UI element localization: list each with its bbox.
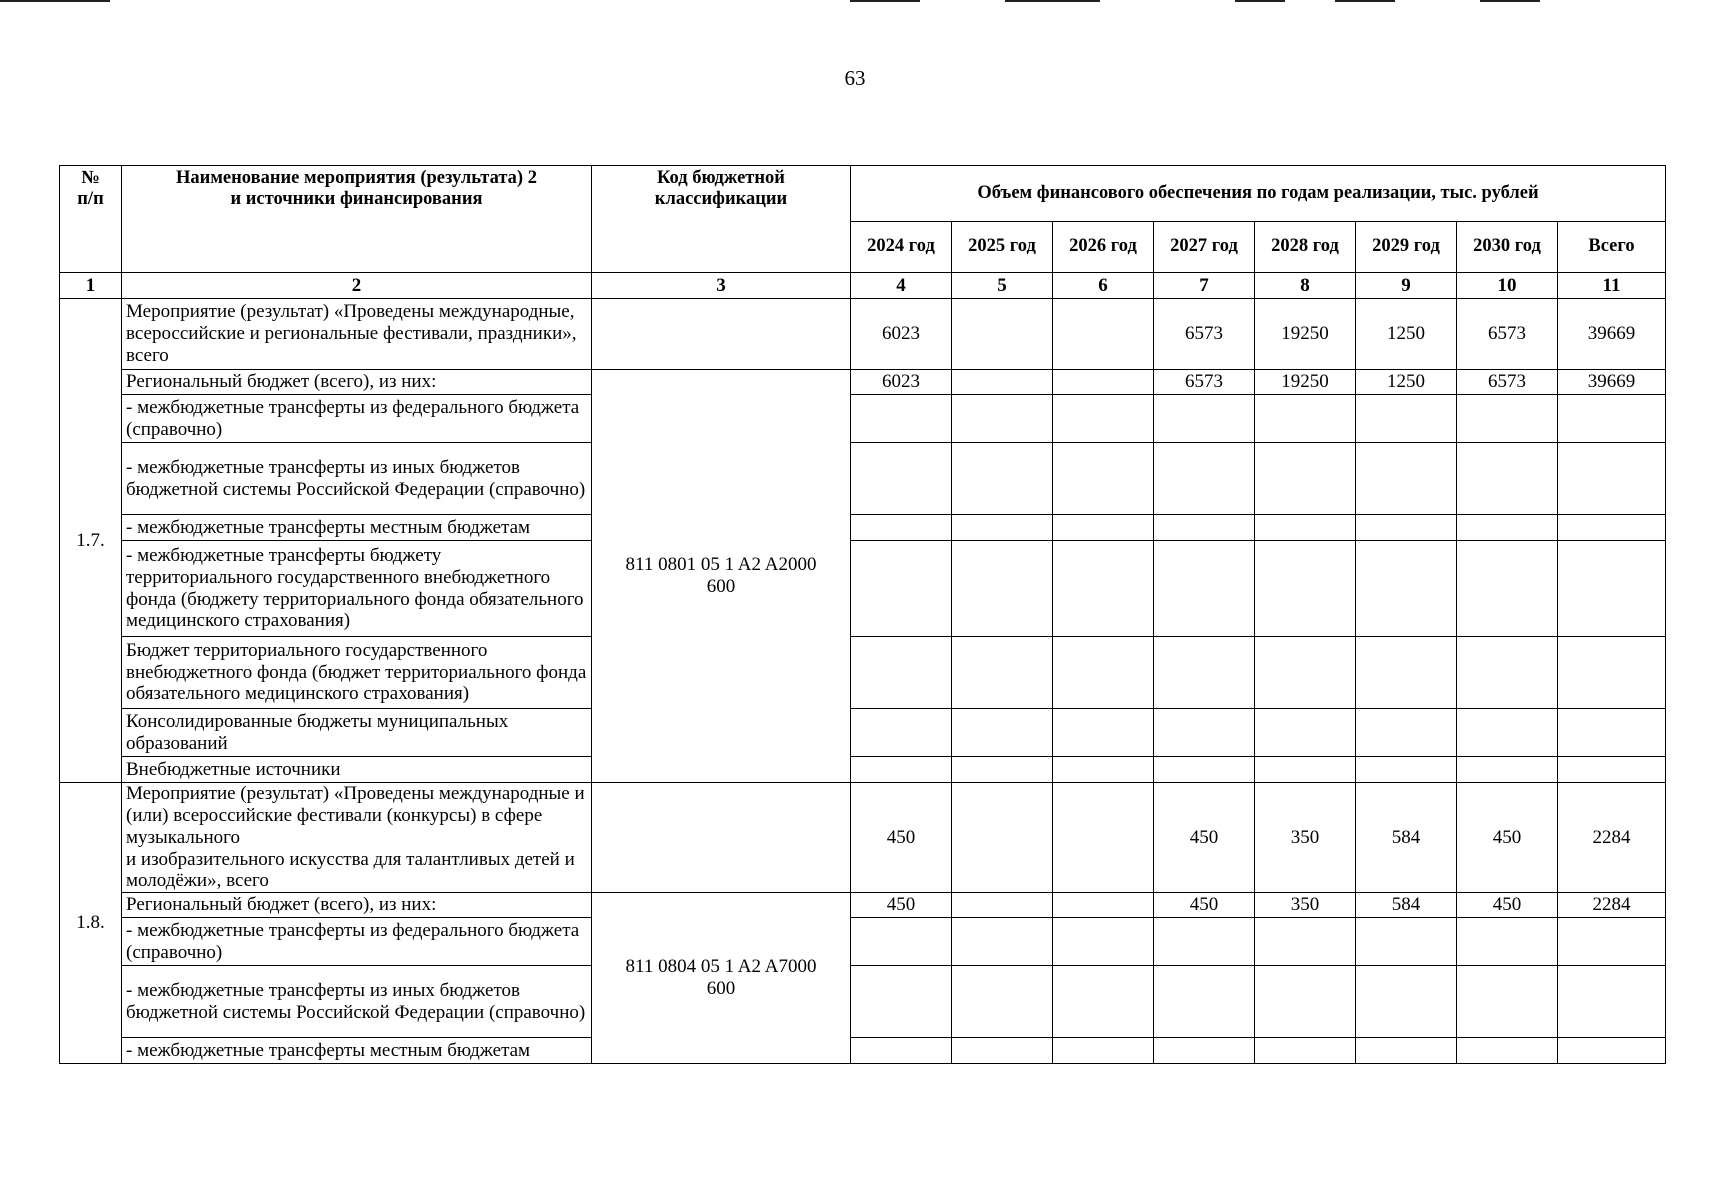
value-cell bbox=[1457, 541, 1558, 637]
financing-table bbox=[59, 165, 1666, 1064]
header-year: 2026 год bbox=[1053, 222, 1154, 273]
value-cell bbox=[952, 783, 1053, 893]
budget-code-empty bbox=[592, 783, 851, 893]
table-row bbox=[60, 395, 1666, 443]
value-cell bbox=[851, 757, 952, 783]
value-cell bbox=[851, 918, 952, 966]
value-cell bbox=[952, 918, 1053, 966]
value-cell bbox=[952, 757, 1053, 783]
value-cell bbox=[1255, 709, 1356, 757]
header-name: Наименование мероприятия (результата) 2 и источники финансирования bbox=[122, 166, 592, 273]
value-cell: 350 bbox=[1255, 893, 1356, 918]
table-row bbox=[60, 1038, 1666, 1064]
page-number: 63 bbox=[844, 66, 866, 90]
value-cell: 6573 bbox=[1154, 299, 1255, 370]
value-cell: 39669 bbox=[1558, 370, 1666, 395]
value-cell bbox=[1356, 1038, 1457, 1064]
value-cell bbox=[1356, 709, 1457, 757]
value-cell bbox=[1255, 757, 1356, 783]
column-number: 9 bbox=[1356, 273, 1457, 299]
value-cell: 19250 bbox=[1255, 370, 1356, 395]
value-cell bbox=[1154, 918, 1255, 966]
table-row bbox=[60, 541, 1666, 637]
source-name: Мероприятие (результат) «Проведены международные, всероссийские и региональные фестивали, праздники», всего bbox=[122, 299, 592, 370]
value-cell bbox=[1356, 443, 1457, 515]
value-cell bbox=[952, 966, 1053, 1038]
table-row bbox=[60, 299, 1666, 370]
column-number: 8 bbox=[1255, 273, 1356, 299]
value-cell bbox=[1053, 709, 1154, 757]
value-cell bbox=[1154, 709, 1255, 757]
column-number: 10 bbox=[1457, 273, 1558, 299]
value-cell bbox=[1053, 541, 1154, 637]
source-name: Внебюджетные источники bbox=[122, 757, 592, 783]
value-cell: 2284 bbox=[1558, 783, 1666, 893]
value-cell bbox=[952, 541, 1053, 637]
scan-edge-marks bbox=[0, 0, 1710, 4]
table-row bbox=[60, 637, 1666, 709]
header-year: 2025 год bbox=[952, 222, 1053, 273]
source-name: - межбюджетные трансферты из иных бюджетов бюджетной системы Российской Федерации (справочно) bbox=[122, 966, 592, 1038]
header-year: 2024 год bbox=[851, 222, 952, 273]
value-cell bbox=[952, 299, 1053, 370]
value-cell bbox=[1255, 443, 1356, 515]
source-name: - межбюджетные трансферты местным бюджетам bbox=[122, 1038, 592, 1064]
value-cell bbox=[952, 395, 1053, 443]
value-cell bbox=[1053, 637, 1154, 709]
value-cell bbox=[1457, 395, 1558, 443]
source-name: - межбюджетные трансферты из иных бюджетов бюджетной системы Российской Федерации (справочно) bbox=[122, 443, 592, 515]
value-cell: 39669 bbox=[1558, 299, 1666, 370]
header-code: Код бюджетной классификации bbox=[592, 166, 851, 273]
value-cell bbox=[1255, 541, 1356, 637]
table-row bbox=[60, 709, 1666, 757]
table-row bbox=[60, 515, 1666, 541]
value-cell bbox=[851, 541, 952, 637]
header-year: Всего bbox=[1558, 222, 1666, 273]
value-cell bbox=[1558, 709, 1666, 757]
table-row bbox=[60, 370, 1666, 395]
value-cell bbox=[1053, 443, 1154, 515]
value-cell bbox=[1154, 541, 1255, 637]
value-cell: 6573 bbox=[1457, 370, 1558, 395]
header-year: 2028 год bbox=[1255, 222, 1356, 273]
value-cell bbox=[1558, 395, 1666, 443]
source-name: - межбюджетные трансферты местным бюджетам bbox=[122, 515, 592, 541]
value-cell bbox=[1558, 515, 1666, 541]
value-cell bbox=[1154, 395, 1255, 443]
source-name: Бюджет территориального государственного внебюджетного фонда (бюджет территориального фонда обязательного медицинского страхования) bbox=[122, 637, 592, 709]
header-column-numbers-row bbox=[60, 273, 1666, 299]
value-cell bbox=[851, 637, 952, 709]
column-number: 11 bbox=[1558, 273, 1666, 299]
value-cell bbox=[1457, 637, 1558, 709]
value-cell bbox=[1457, 709, 1558, 757]
value-cell bbox=[1356, 966, 1457, 1038]
value-cell bbox=[952, 443, 1053, 515]
row-index: 1.7. bbox=[60, 299, 122, 783]
budget-code: 811 0804 05 1 A2 A7000 600 bbox=[592, 893, 851, 1064]
value-cell bbox=[851, 395, 952, 443]
value-cell bbox=[1154, 515, 1255, 541]
value-cell bbox=[1255, 515, 1356, 541]
value-cell bbox=[1255, 966, 1356, 1038]
value-cell bbox=[1356, 637, 1457, 709]
value-cell bbox=[952, 637, 1053, 709]
value-cell bbox=[1154, 637, 1255, 709]
value-cell bbox=[1356, 757, 1457, 783]
value-cell bbox=[1053, 299, 1154, 370]
budget-code-empty bbox=[592, 299, 851, 370]
table-row bbox=[60, 757, 1666, 783]
header-year: 2027 год bbox=[1154, 222, 1255, 273]
value-cell bbox=[1255, 1038, 1356, 1064]
table-row bbox=[60, 783, 1666, 893]
value-cell: 6023 bbox=[851, 370, 952, 395]
value-cell bbox=[1558, 1038, 1666, 1064]
value-cell bbox=[1558, 918, 1666, 966]
value-cell: 584 bbox=[1356, 783, 1457, 893]
value-cell: 450 bbox=[1457, 783, 1558, 893]
value-cell bbox=[1356, 541, 1457, 637]
value-cell bbox=[1356, 395, 1457, 443]
value-cell bbox=[1558, 757, 1666, 783]
value-cell: 6023 bbox=[851, 299, 952, 370]
value-cell bbox=[952, 709, 1053, 757]
source-name: Региональный бюджет (всего), из них: bbox=[122, 893, 592, 918]
value-cell bbox=[1255, 918, 1356, 966]
header-volume: Объем финансового обеспечения по годам реализации, тыс. рублей bbox=[851, 166, 1666, 222]
value-cell bbox=[1154, 966, 1255, 1038]
value-cell: 2284 bbox=[1558, 893, 1666, 918]
value-cell bbox=[952, 893, 1053, 918]
header-no: № п/п bbox=[60, 166, 122, 273]
value-cell bbox=[1154, 1038, 1255, 1064]
table-row bbox=[60, 966, 1666, 1038]
value-cell: 350 bbox=[1255, 783, 1356, 893]
value-cell: 1250 bbox=[1356, 370, 1457, 395]
row-index: 1.8. bbox=[60, 783, 122, 1064]
value-cell bbox=[1154, 757, 1255, 783]
value-cell bbox=[1356, 918, 1457, 966]
column-number: 1 bbox=[60, 273, 122, 299]
value-cell bbox=[1457, 966, 1558, 1038]
value-cell bbox=[952, 515, 1053, 541]
value-cell bbox=[1053, 757, 1154, 783]
table-row bbox=[60, 443, 1666, 515]
value-cell bbox=[1053, 370, 1154, 395]
value-cell bbox=[952, 370, 1053, 395]
value-cell: 450 bbox=[1154, 783, 1255, 893]
value-cell bbox=[1053, 395, 1154, 443]
column-number: 3 bbox=[592, 273, 851, 299]
value-cell bbox=[851, 1038, 952, 1064]
value-cell bbox=[1053, 1038, 1154, 1064]
value-cell: 19250 bbox=[1255, 299, 1356, 370]
value-cell: 1250 bbox=[1356, 299, 1457, 370]
value-cell bbox=[1053, 966, 1154, 1038]
source-name: - межбюджетные трансферты из федерального бюджета (справочно) bbox=[122, 395, 592, 443]
source-name: Региональный бюджет (всего), из них: bbox=[122, 370, 592, 395]
value-cell bbox=[851, 709, 952, 757]
column-number: 2 bbox=[122, 273, 592, 299]
value-cell: 450 bbox=[1154, 893, 1255, 918]
source-name: - межбюджетные трансферты бюджету территориального государственного внебюджетного фонда (бюджету территориального фонда обязательного медицинского страхования) bbox=[122, 541, 592, 637]
source-name: Консолидированные бюджеты муниципальных образований bbox=[122, 709, 592, 757]
value-cell bbox=[851, 966, 952, 1038]
value-cell: 584 bbox=[1356, 893, 1457, 918]
column-number: 7 bbox=[1154, 273, 1255, 299]
source-name: - межбюджетные трансферты из федерального бюджета (справочно) bbox=[122, 918, 592, 966]
value-cell bbox=[1457, 1038, 1558, 1064]
value-cell bbox=[1053, 783, 1154, 893]
value-cell bbox=[1457, 443, 1558, 515]
value-cell bbox=[1255, 395, 1356, 443]
value-cell bbox=[1558, 541, 1666, 637]
value-cell: 6573 bbox=[1154, 370, 1255, 395]
column-number: 6 bbox=[1053, 273, 1154, 299]
value-cell: 450 bbox=[851, 893, 952, 918]
column-number: 4 bbox=[851, 273, 952, 299]
column-number: 5 bbox=[952, 273, 1053, 299]
header-year: 2029 год bbox=[1356, 222, 1457, 273]
value-cell bbox=[851, 515, 952, 541]
value-cell bbox=[1457, 918, 1558, 966]
value-cell bbox=[952, 1038, 1053, 1064]
header-year: 2030 год bbox=[1457, 222, 1558, 273]
table-body bbox=[60, 299, 1666, 1064]
value-cell bbox=[1053, 515, 1154, 541]
table-row bbox=[60, 893, 1666, 918]
value-cell: 6573 bbox=[1457, 299, 1558, 370]
source-name: Мероприятие (результат) «Проведены международные и (или) всероссийские фестивали (конкурсы) в сфере музыкального и изобразительного искусства для талантливых детей и молодёжи», всего bbox=[122, 783, 592, 893]
value-cell bbox=[1457, 515, 1558, 541]
table-row bbox=[60, 918, 1666, 966]
value-cell bbox=[1558, 966, 1666, 1038]
value-cell bbox=[1053, 918, 1154, 966]
value-cell: 450 bbox=[1457, 893, 1558, 918]
value-cell bbox=[1255, 637, 1356, 709]
value-cell bbox=[1457, 757, 1558, 783]
value-cell bbox=[1356, 515, 1457, 541]
value-cell bbox=[1053, 893, 1154, 918]
value-cell bbox=[1154, 443, 1255, 515]
budget-code: 811 0801 05 1 A2 A2000 600 bbox=[592, 370, 851, 783]
value-cell bbox=[1558, 443, 1666, 515]
value-cell: 450 bbox=[851, 783, 952, 893]
value-cell bbox=[851, 443, 952, 515]
value-cell bbox=[1558, 637, 1666, 709]
